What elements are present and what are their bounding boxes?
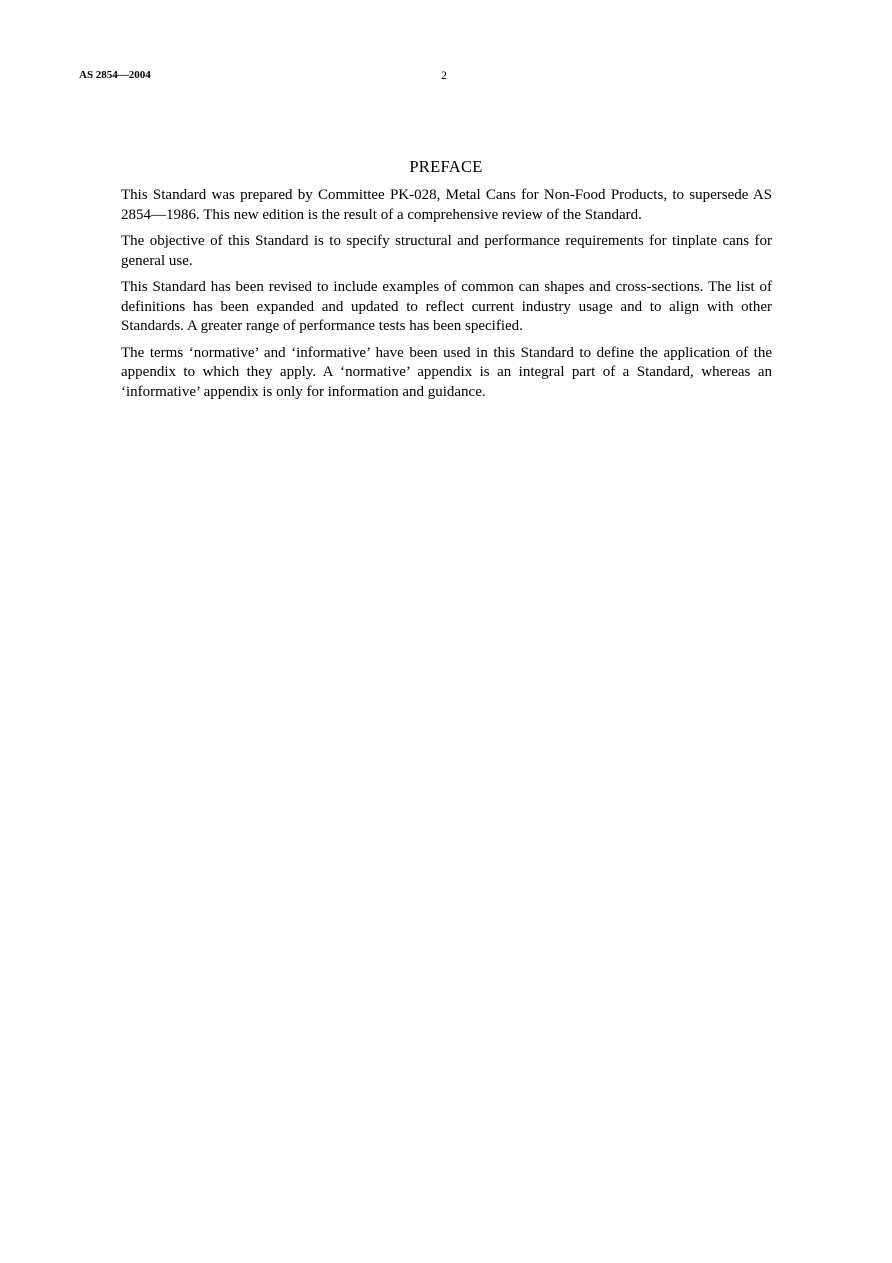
- preface-paragraph: This Standard was prepared by Committee PK-028, Metal Cans for Non-Food Products, to supersede AS 2854—1986. This new edition is the result of a comprehensive review of the Standard.: [121, 187, 772, 223]
- preface-paragraph: The objective of this Standard is to specify structural and performance requirements for tinplate cans for general use.: [121, 233, 772, 269]
- preface-title: PREFACE: [409, 157, 483, 176]
- preface-paragraph: This Standard has been revised to include examples of common can shapes and cross-sections. The list of definitions has been expanded and updated to reflect current industry usage and to align with other Standards. A greater range of performance tests has been specified.: [121, 279, 772, 334]
- preface-body: [121, 186, 772, 409]
- preface-paragraph: The terms ‘normative’ and ‘informative’ have been used in this Standard to define the application of the appendix to which they apply. A ‘normative’ appendix is an integral part of a Standard, whereas an ‘informative’ appendix is only for information and guidance.: [121, 344, 772, 400]
- page-number: 2: [441, 68, 447, 82]
- standard-number: AS 2854—2004: [79, 69, 151, 81]
- page-header: [79, 67, 813, 83]
